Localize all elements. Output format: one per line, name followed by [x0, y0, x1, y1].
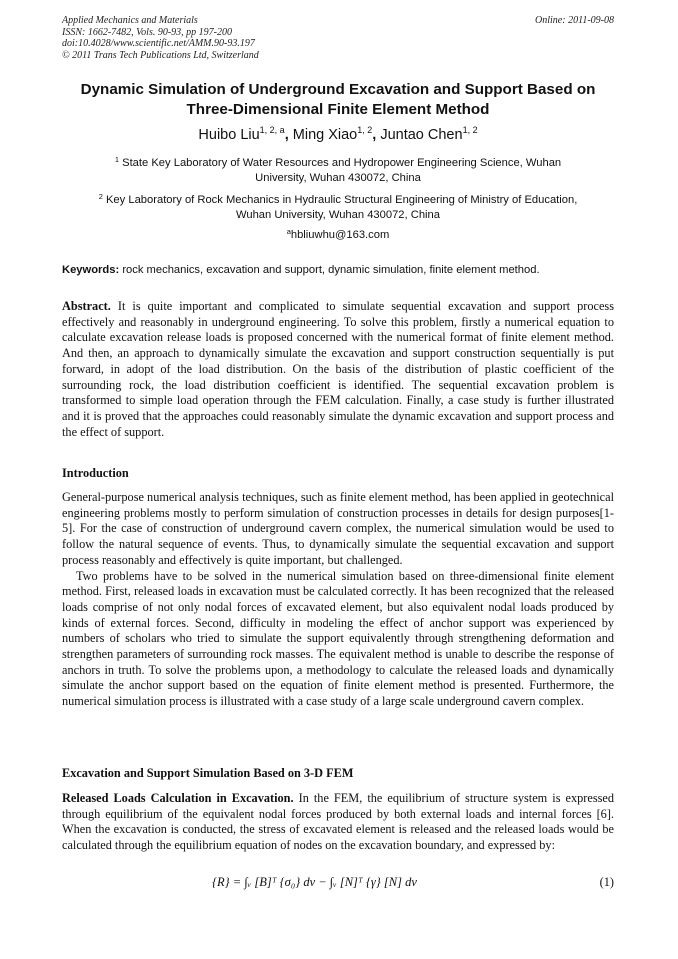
- paragraph: In the FEM, the equilibrium of structure system is expressed through equilibrium of the equivalent nodal forces produced by both external loads and internal forces [6]. When the excavation is conducted, the stress of excavated element is released and the released loads would be calculated through the equilibrium equation of nodes on the excavation boundary, and expressed by:: [62, 791, 614, 853]
- paper-title: [62, 80, 614, 119]
- section-body: [62, 791, 614, 854]
- affiliation-line: University, Wuhan 430072, China: [255, 172, 421, 184]
- author-affiliation-mark: 1, 2: [462, 125, 478, 135]
- abstract-text: It is quite important and complicated to simulate sequential excavation and support process effectively and reasonably in underground engineering. To solve this problem, firstly a numerical equation to calculate excavation release loads is proposed concerned with the numerical format of finite element method. And then, an approach to dynamically simulate the excavation and support construction sequentially is put forward, in adopt of the load distribution. On the basis of the distribution of plastic coefficient of the surrounding rock, the load distribution coefficient is identified. The sequential excavation problem is transformed to simple load operation through the FEM calculation. Finally, a case study is further illustrated and it is proved that the approaches could reasonably simulate the dynamic excavation and support process and the effect of support.: [62, 299, 614, 439]
- abstract-label: Abstract.: [62, 299, 111, 313]
- keywords: [62, 264, 622, 276]
- keywords-text: rock mechanics, excavation and support, dynamic simulation, finite element method.: [122, 264, 540, 276]
- email-address: hbliuwhu@163.com: [290, 229, 390, 241]
- issn-line: ISSN: 1662-7482, Vols. 90-93, pp 197-200: [62, 26, 232, 38]
- author-list: Huibo Liu$^{1, 2, a}$, Ming Xiao$^{1, 2}$, Juntao Chen$^{1, 2}$: [198, 125, 478, 143]
- author-affiliation-mark: 1, 2, a: [259, 125, 285, 135]
- author-name: Juntao Chen: [380, 127, 463, 143]
- copyright-line: © 2011 Trans Tech Publications Ltd, Switzerland: [62, 49, 259, 61]
- affiliation-line: State Key Laboratory of Water Resources and Hydropower Engineering Science, Wuhan: [122, 157, 562, 169]
- affiliation-1: [62, 156, 614, 186]
- journal-header: [62, 15, 259, 61]
- subsection-label: Released Loads Calculation in Excavation.: [62, 791, 294, 805]
- paragraph: General-purpose numerical analysis techniques, such as finite element method, has been applied in geotechnical engineering problems mostly to perform simulation of construction processes in details for design purposes[1-5]. For the case of construction of underground cavern complex, the numerical simulation would be used to follow the natural sequence of events. Thus, to dynamically simulate the sequential excavation and support process reasonably and effectively is quite important, but challenged.: [62, 490, 614, 567]
- introduction-body: [62, 490, 614, 710]
- email-mark: a: [286, 227, 291, 236]
- affiliation-2: [62, 193, 614, 223]
- paragraph: Two problems have to be solved in the numerical simulation based on three-dimensional finite element method. First, released loads in excavation must be calculated correctly. It has been recognized that the released loads comprise of not only nodal forces of excavated element, but also equivalent nodal loads produced by kinds of external forces. Second, difficulty in modeling the effect of anchor support was experienced by numbers of scholars who tried to simulate the support equivalently through strengthening deformation and strengthen parameters of surrounding rock masses. The equivalent method is unable to describe the response of anchors in truth. To solve the problems upon, a methodology to calculate the released loads and dynamically simulate the anchor support based on the equation of finite element method is presented. Furthermore, the numerical simulation process is illustrated with a case study of a large scale underground cavern complex.: [62, 568, 614, 709]
- author-affiliation-mark: 1, 2: [357, 125, 373, 135]
- affiliation-number: 2: [98, 192, 103, 201]
- affiliation-number: 1: [114, 155, 119, 164]
- title-line-2: Three-Dimensional Finite Element Method: [186, 100, 490, 118]
- section-heading: Excavation and Support Simulation Based on 3-D FEM: [62, 766, 354, 780]
- abstract: [62, 299, 614, 440]
- author-email: [62, 229, 614, 241]
- affiliation-line: Key Laboratory of Rock Mechanics in Hydraulic Structural Engineering of Ministry of Education,: [105, 194, 578, 206]
- doi-line: doi:10.4028/www.scientific.net/AMM.90-93.197: [62, 38, 255, 49]
- author-name: Huibo Liu: [198, 127, 260, 143]
- journal-name: Applied Mechanics and Materials: [62, 15, 198, 26]
- introduction-heading: Introduction: [62, 466, 129, 480]
- online-date: Online: 2011-09-08: [535, 15, 614, 26]
- affiliation-line: Wuhan University, Wuhan 430072, China: [236, 209, 440, 221]
- title-line-1: Dynamic Simulation of Underground Excavation and Support Based on: [80, 81, 596, 98]
- author-name: Ming Xiao: [292, 127, 358, 143]
- equation-number: (1): [599, 875, 614, 889]
- keywords-label: Keywords:: [62, 264, 120, 276]
- equation: {R} = ∫ᵥ [B]ᵀ {σ₀} dv − ∫ᵥ [N]ᵀ {γ} [N] dv: [212, 875, 417, 889]
